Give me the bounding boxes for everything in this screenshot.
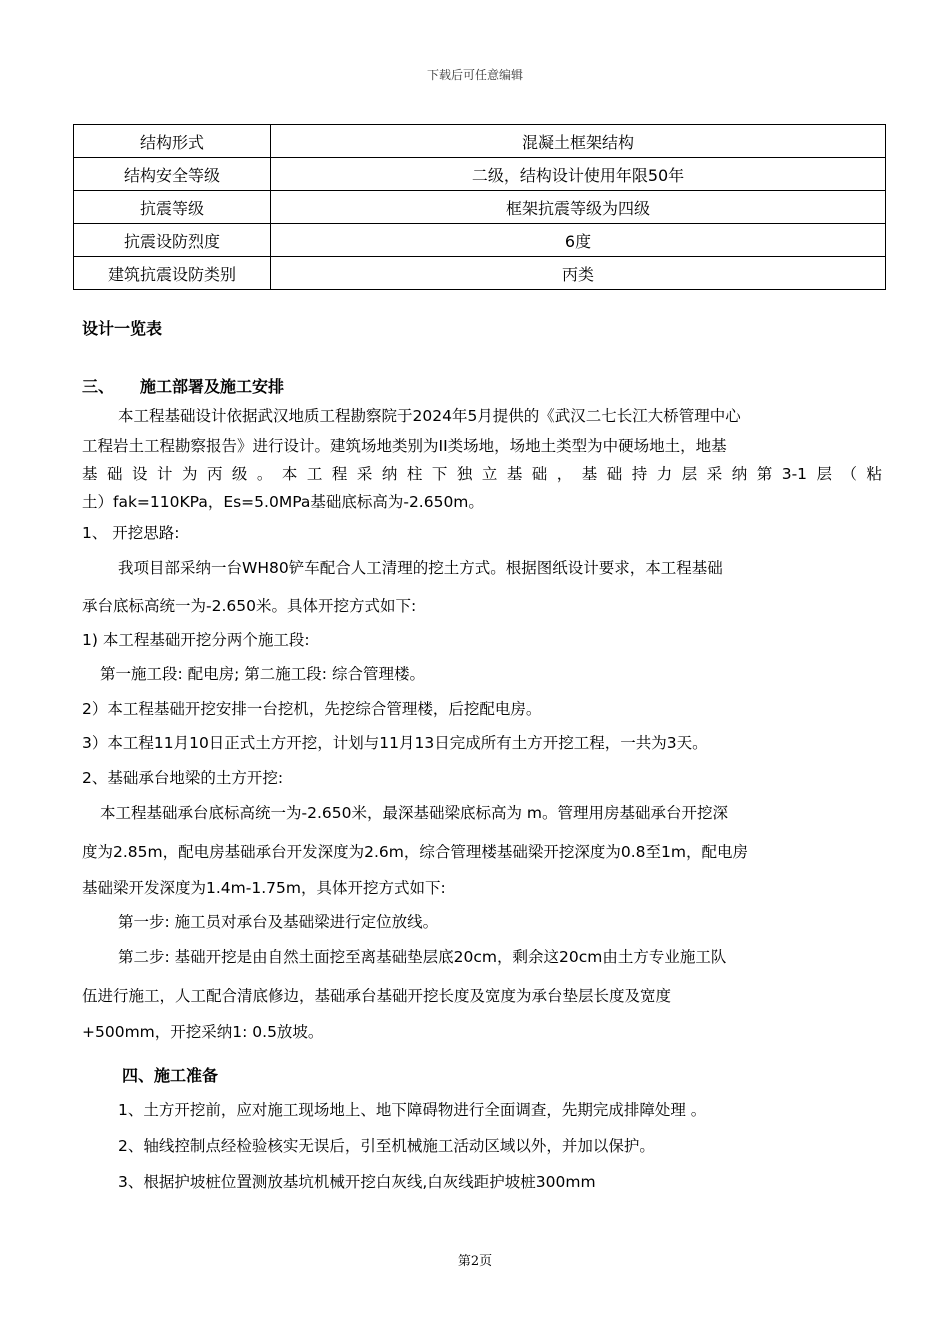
spec-key: 抗震等级 [74,191,271,224]
section4-item-1: 1、土方开挖前，应对施工现场地上、地下障碍物进行全面调查，先期完成排障处理 。 [118,1101,707,1119]
table-row [74,158,886,191]
spec-value: 6度 [271,224,886,257]
spec-key: 抗震设防烈度 [74,224,271,257]
section3-intro-line-2: 工程岩土工程勘察报告》进行设计。建筑场地类别为II类场地，场地土类型为中硬场地土，地基 [82,437,727,455]
section4-item-2: 2、轴线控制点经检验核实无误后，引至机械施工活动区域以外，并加以保护。 [118,1137,655,1155]
sub1-line-3: 1) 本工程基础开挖分两个施工段: [82,631,310,649]
section3-intro-line-4: 土）fak=110KPa，Es=5.0MPa基础底标高为-2.650m。 [82,493,484,511]
sub2-line-3: 基础梁开发深度为1.4m-1.75m，具体开挖方式如下: [82,879,446,897]
section3-number: 三、 [82,377,115,396]
sub2-line-2: 度为2.85m，配电房基础承台开发深度为2.6m，综合管理楼基础梁开挖深度为0.8至1m，配电房 [82,843,748,861]
sub1-line-2: 承台底标高统一为-2.650米。具体开挖方式如下: [82,597,417,615]
section4-item-3: 3、根据护坡桩位置测放基坑机械开挖白灰线,白灰线距护坡桩300mm [118,1173,596,1191]
sub2-heading: 2、基础承台地梁的土方开挖: [82,769,284,787]
sub2-line-1: 本工程基础承台底标高统一为-2.650米，最深基础梁底标高为 m。管理用房基础承台开挖深 [100,804,728,822]
table-row [74,257,886,290]
sub2-line-6: 伍进行施工，人工配合清底修边，基础承台基础开挖长度及宽度为承台垫层长度及宽度 [82,987,672,1005]
header-note: 下载后可任意编辑 [426,68,523,82]
spec-value: 框架抗震等级为四级 [271,191,886,224]
sub1-line-6: 3）本工程11月10日正式土方开挖，计划与11月13日完成所有土方开挖工程，一共为3天。 [82,734,708,752]
sub1-line-1: 我项目部采纳一台WH80铲车配合人工清理的挖土方式。根据图纸设计要求，本工程基础 [118,559,723,577]
sub1-line-4: 第一施工段: 配电房; 第二施工段: 综合管理楼。 [100,665,425,683]
section4-heading: 四、施工准备 [122,1066,219,1085]
sub2-line-5: 第二步: 基础开挖是由自然土面挖至离基础垫层底20cm，剩余这20cm由土方专业施工队 [118,948,727,966]
section3-heading: 施工部署及施工安排 [140,377,285,396]
sub1-heading: 1、 开挖思路: [82,524,180,542]
page-number: 第2页 [457,1254,493,1269]
table-caption: 设计一览表 [82,319,163,338]
sub2-line-4: 第一步: 施工员对承台及基础梁进行定位放线。 [118,913,439,931]
table-row [74,224,886,257]
table-row [74,191,886,224]
spec-key: 结构形式 [74,125,271,158]
section3-intro-line-1: 本工程基础设计依据武汉地质工程勘察院于2024年5月提供的《武汉二七长江大桥管理中心 [118,407,741,425]
spec-value: 混凝土框架结构 [271,125,886,158]
design-spec-table [73,124,886,290]
spec-key: 结构安全等级 [74,158,271,191]
spec-value: 二级，结构设计使用年限50年 [271,158,886,191]
spec-value: 丙类 [271,257,886,290]
table-row [74,125,886,158]
section3-intro-line-3: 基础设计为丙级。本工程采纳柱下独立基础，基础持力层采纳第3-1层（粘 [82,465,882,483]
sub2-line-7: +500mm，开挖采纳1: 0.5放坡。 [82,1023,324,1041]
spec-key: 建筑抗震设防类别 [74,257,271,290]
sub1-line-5: 2）本工程基础开挖安排一台挖机，先挖综合管理楼，后挖配电房。 [82,700,542,718]
